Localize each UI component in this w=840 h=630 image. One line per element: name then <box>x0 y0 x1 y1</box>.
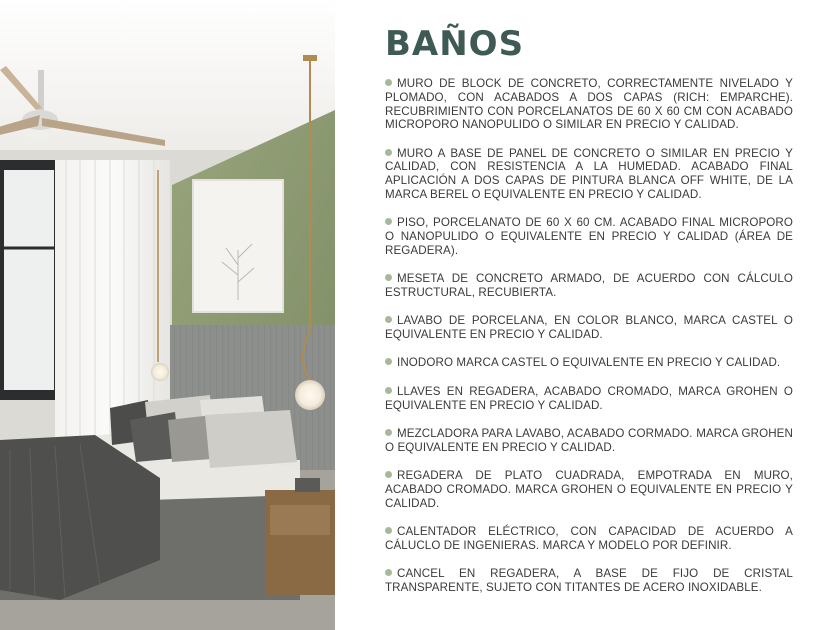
spec-item <box>385 356 793 370</box>
spec-text: MESETA DE CONCRETO ARMADO, DE ACUERDO CON CÁLCULO ESTRUCTURAL, RECUBIERTA. <box>385 272 793 300</box>
specs-panel <box>335 0 840 630</box>
spec-text: PISO, PORCELANATO DE 60 X 60 CM. ACABADO FINAL MICROPORO O NANOPULIDO O EQUIVALENTE EN PRECIO Y CALIDAD (ÁREA DE REGADERA). <box>385 216 793 257</box>
bullet-icon <box>385 527 392 534</box>
bullet-icon <box>385 387 392 394</box>
spec-text: MEZCLADORA PARA LAVABO, ACABADO CORMADO. MARCA GROHEN O EQUIVALENTE EN PRECIO Y CALIDAD. <box>385 426 793 454</box>
bullet-icon <box>385 274 392 281</box>
spec-text: MURO DE BLOCK DE CONCRETO, CORRECTAMENTE NIVELADO Y PLOMADO, CON ACABADOS A DOS CAPAS (RICH: EMPARCHE). RECUBRIMIENTO CON PORCELANATOS DE 60 X 60 CM CON ACABADO MICROPORO NANOPULIDO O SIMILAR EN PRECIO Y CALIDAD. <box>385 77 793 132</box>
spec-item <box>385 272 793 300</box>
bullet-icon <box>385 218 392 225</box>
spec-text: LLAVES EN REGADERA, ACABADO CROMADO, MARCA GROHEN O EQUIVALENTE EN PRECIO Y CALIDAD. <box>385 384 793 412</box>
bullet-icon <box>385 358 392 365</box>
bullet-icon <box>385 471 392 478</box>
spec-item <box>385 385 793 413</box>
bullet-icon <box>385 149 392 156</box>
spec-text: CANCEL EN REGADERA, A BASE DE FIJO DE CRISTAL TRANSPARENTE, SUJETO CON TITANTES DE ACERO INOXIDABLE. <box>385 566 793 594</box>
spec-item <box>385 469 793 510</box>
bullet-icon <box>385 316 392 323</box>
spec-text: CALENTADOR ELÉCTRICO, CON CAPACIDAD DE ACUERDO A CÁLUCLO DE INGENIERAS. MARCA Y MODELO POR DEFINIR. <box>385 524 793 552</box>
spec-list <box>385 77 793 609</box>
spec-text: REGADERA DE PLATO CUADRADA, EMPOTRADA EN MURO, ACABADO CROMADO. MARCA GROHEN O EQUIVALENTE EN PRECIO Y CALIDAD. <box>385 468 793 510</box>
spec-item <box>385 77 793 132</box>
spec-text: INODORO MARCA CASTEL O EQUIVALENTE EN PRECIO Y CALIDAD. <box>397 356 781 370</box>
spec-text: LAVABO DE PORCELANA, EN COLOR BLANCO, MARCA CASTEL O EQUIVALENTE EN PRECIO Y CALIDAD. <box>385 314 793 342</box>
bullet-icon <box>385 569 392 576</box>
spec-item <box>385 147 793 202</box>
spec-text: MURO A BASE DE PANEL DE CONCRETO O SIMILAR EN PRECIO Y CALIDAD, CON RESISTENCIA A LA HUMEDAD. ACABADO FINAL APLICACIÓN A DOS CAPAS DE PINTURA BLANCA OFF WHITE, DE LA MARCA BEREL O EQUIVALENTE EN PRECIO Y CALIDAD. <box>385 146 793 202</box>
spec-item <box>385 567 793 595</box>
spec-item <box>385 427 793 455</box>
bedroom-photo <box>0 0 335 630</box>
spec-item <box>385 216 793 257</box>
bullet-icon <box>385 429 392 436</box>
page-title: BAÑOS <box>385 24 525 64</box>
spec-item <box>385 314 793 342</box>
bullet-icon <box>385 79 392 86</box>
spec-item <box>385 525 793 553</box>
